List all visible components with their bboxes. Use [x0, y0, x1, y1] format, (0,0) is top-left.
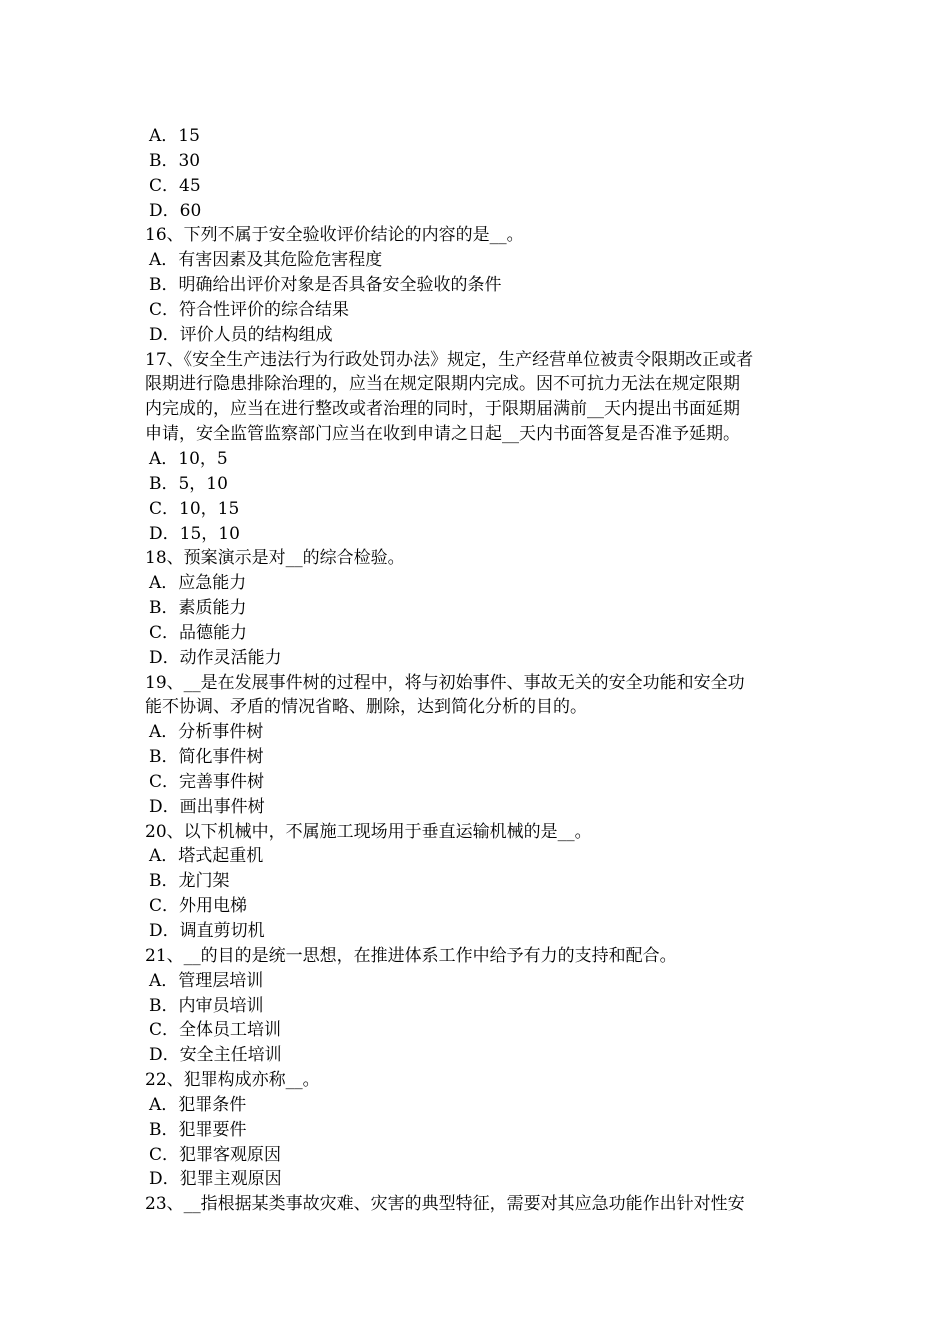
question-line: 20、以下机械中，不属施工现场用于垂直运输机械的是__。: [145, 821, 592, 842]
option-line: C．全体员工培训: [149, 1020, 282, 1041]
option-line: B．简化事件树: [149, 747, 264, 768]
question-line: 22、犯罪构成亦称__。: [145, 1070, 320, 1091]
option-line: B．内审员培训: [149, 995, 264, 1016]
option-line: C．符合性评价的综合结果: [149, 299, 350, 320]
question-line: 限期进行隐患排除治理的，应当在规定限期内完成。因不可抗力无法在规定限期: [145, 374, 740, 395]
option-line: C．完善事件树: [149, 771, 265, 792]
question-line: 19、__是在发展事件树的过程中，将与初始事件、事故无关的安全功能和安全功: [145, 672, 745, 693]
option-line: B．犯罪要件: [149, 1119, 247, 1140]
option-line: D．15，10: [149, 523, 240, 544]
option-line: D．动作灵活能力: [149, 647, 282, 668]
option-line: D．评价人员的结构组成: [149, 324, 333, 345]
option-line: B．5，10: [149, 473, 228, 494]
option-line: A．10，5: [149, 448, 228, 469]
question-line: 16、下列不属于安全验收评价结论的内容的是__。: [145, 225, 524, 246]
question-line: 能不协调、矛盾的情况省略、删除，达到简化分析的目的。: [145, 697, 587, 718]
option-line: B．明确给出评价对象是否具备安全验收的条件: [149, 275, 502, 296]
option-line: C．10，15: [149, 498, 240, 519]
option-line: A．塔式起重机: [149, 846, 264, 867]
option-line: C．品德能力: [149, 622, 248, 643]
option-line: C．犯罪客观原因: [149, 1144, 282, 1165]
option-line: A．应急能力: [149, 573, 247, 594]
question-line: 申请，安全监管监察部门应当在收到申请之日起__天内书面答复是否准予延期。: [145, 424, 740, 445]
option-line: C．外用电梯: [149, 896, 248, 917]
option-line: D．画出事件树: [149, 796, 265, 817]
option-line: D．60: [149, 200, 202, 221]
option-line: D．调直剪切机: [149, 921, 265, 941]
option-line: A．有害因素及其危险危害程度: [149, 250, 383, 271]
question-line: 内完成的，应当在进行整改或者治理的同时，于限期届满前__天内提出书面延期: [145, 399, 740, 420]
option-line: B．龙门架: [149, 871, 230, 892]
option-line: A．15: [149, 126, 200, 146]
question-line: 18、预案演示是对__的综合检验。: [145, 548, 405, 569]
option-line: C．45: [149, 175, 201, 196]
option-line: B．30: [149, 150, 201, 171]
option-line: D．安全主任培训: [149, 1045, 282, 1066]
option-line: A．犯罪条件: [149, 1094, 247, 1115]
document-page: [145, 124, 813, 1217]
option-line: B．素质能力: [149, 598, 247, 619]
question-line: 23、__指根据某类事故灾难、灾害的典型特征，需要对其应急功能作出针对性安: [145, 1194, 745, 1215]
option-line: D．犯罪主观原因: [149, 1169, 282, 1190]
option-line: A．分析事件树: [149, 722, 264, 743]
question-line: 21、__的目的是统一思想，在推进体系工作中给予有力的支持和配合。: [145, 945, 677, 966]
option-line: A．管理层培训: [149, 970, 264, 991]
question-line: 17、《安全生产违法行为行政处罚办法》规定，生产经营单位被责令限期改正或者: [145, 349, 754, 370]
